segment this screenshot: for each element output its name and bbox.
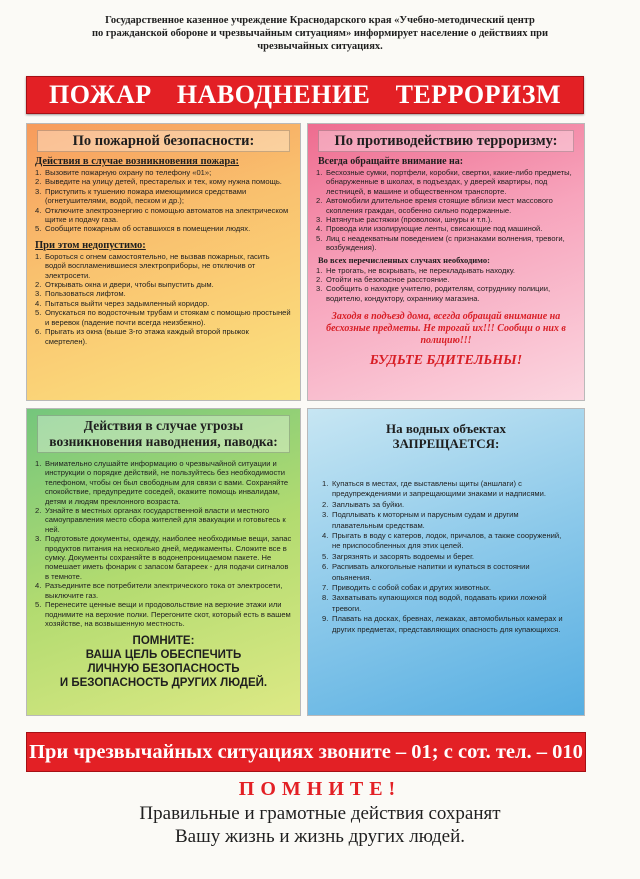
- item-number: 5.: [35, 600, 42, 610]
- list-item: [322, 614, 570, 635]
- item-number: 4.: [316, 224, 323, 234]
- list-item: [35, 280, 292, 289]
- item-number: 3.: [316, 284, 323, 294]
- item-text: Купаться в местах, где выставлены щиты (аншлаги) с предупреждениями и запрещающими знаками и надписями.: [332, 479, 547, 499]
- terror-title: По противодействию терроризму:: [318, 130, 574, 152]
- list-item: [35, 600, 292, 628]
- banner-flood: НАВОДНЕНИЕ: [176, 80, 371, 109]
- top-banner: [26, 76, 584, 114]
- item-text: Приступить к тушению пожара имеющимися средствами (огнетушителями, водой, песком и др.);: [45, 186, 247, 206]
- list-item: [35, 252, 292, 280]
- item-number: 1.: [35, 168, 42, 177]
- item-text: Не трогать, не вскрывать, не перекладывать находку.: [326, 265, 515, 275]
- item-number: 2.: [316, 196, 323, 206]
- item-text: Провода или изолирующие ленты, свисающие под машиной.: [326, 224, 543, 234]
- list-item: [322, 552, 570, 562]
- flood-list: [35, 459, 292, 628]
- item-number: 9.: [322, 614, 329, 624]
- list-item: [35, 327, 292, 346]
- list-item: [322, 583, 570, 593]
- emergency-call-bar: [26, 732, 586, 772]
- item-number: 5.: [316, 233, 323, 243]
- list-item: [35, 308, 292, 327]
- item-text: Лиц с неадекватным поведением (с признаками волнения, тревоги, возбуждения).: [326, 233, 565, 253]
- list-item: [35, 168, 292, 177]
- list-item: [316, 284, 576, 303]
- item-text: Сообщите пожарным об оставшихся в помещении людях.: [45, 224, 251, 234]
- list-item: [322, 500, 570, 510]
- item-text: Сообщить о находке учителю, родителям, сотруднику полиции, водителю, кондуктору, охраннику магазина.: [326, 284, 551, 303]
- list-item: [322, 531, 570, 552]
- item-text: Разъедините все потребители электрического тока от электросети, выключите газ.: [45, 581, 283, 600]
- terror-warning: Заходя в подъезд дома, всегда обращай внимание на бесхозные предметы. Не трогай их!!! Сообщи о них в полицию!!!: [326, 311, 566, 347]
- item-text: Выведите на улицу детей, престарелых и тех, кому нужна помощь.: [45, 177, 282, 187]
- item-text: Автомобили длительное время стоящие вблизи мест массового скопления граждан, особенно сильно подержанные.: [326, 196, 553, 215]
- item-number: 5.: [322, 551, 329, 561]
- list-item: [35, 534, 292, 581]
- fire-actions-heading: Действия в случае возникновения пожара:: [35, 156, 239, 167]
- item-text: Подплывать к моторным и парусным судам и другим плавательным средствам.: [332, 510, 519, 530]
- flood-remember-line-1: ВАША ЦЕЛЬ ОБЕСПЕЧИТЬ: [85, 649, 242, 662]
- header-text: [70, 14, 570, 53]
- item-number: 4.: [35, 298, 42, 308]
- item-number: 2.: [322, 499, 329, 509]
- terrorism-panel: [307, 123, 585, 401]
- flood-remember-line-3: И БЕЗОПАСНОСТЬ ДРУГИХ ЛЮДЕЙ.: [59, 677, 268, 690]
- item-number: 4.: [322, 531, 329, 541]
- terror-cases-heading: Во всех перечисленных случаях необходимо:: [318, 254, 490, 265]
- item-number: 3.: [35, 186, 42, 196]
- item-number: 5.: [35, 224, 42, 234]
- terror-attention-heading: Всегда обращайте внимание на:: [318, 156, 464, 167]
- item-text: Открывать окна и двери, чтобы выпустить дым.: [45, 280, 214, 290]
- item-text: Загрязнять и засорять водоемы и берег.: [332, 551, 475, 561]
- item-text: Отойти на безопасное расстояние.: [326, 275, 450, 285]
- list-item: [35, 581, 292, 600]
- fire-safety-panel: [26, 123, 301, 401]
- item-text: Захватывать купающихся под водой, подавать крики ложной тревоги.: [332, 593, 547, 613]
- item-number: 1.: [35, 459, 42, 468]
- item-number: 1.: [322, 479, 329, 488]
- header-line-2: по гражданской обороне и чрезвычайным ситуациям» информирует население о действиях при: [91, 28, 549, 39]
- item-text: Пытаться выйти через задымленный коридор.: [45, 298, 210, 308]
- water-title-1: На водных объектах: [386, 421, 506, 436]
- list-item: [35, 299, 292, 308]
- list-item: [316, 266, 576, 275]
- water-safety-panel: [307, 408, 585, 716]
- item-text: Перенесите ценные вещи и продовольствие на верхние этажи или поднимите на верхние полки. Перегоните скот, который есть в вашем хозяйстве, на возвышенную местность.: [45, 600, 291, 628]
- item-text: Подготовьте документы, одежду, наиболее необходимые вещи, запас продуктов питания на несколько дней, медикаменты. Сложите все в сумку. Документы сохраняйте в водонепроницаемом пакете. Не помешает иметь фонарик с запасом батареек - для подачи сигналов в темноте.: [45, 534, 292, 581]
- item-text: Прыгать в воду с катеров, лодок, причалов, а также сооружений, не приспособленных для этих целей.: [332, 531, 562, 551]
- item-text: Заплывать за буйки.: [332, 499, 405, 509]
- emergency-call-text: При чрезвычайных ситуациях звоните – 01; с сот. тел. – 010: [29, 740, 583, 763]
- item-number: 4.: [35, 581, 42, 591]
- item-number: 1.: [316, 265, 323, 275]
- header-line-3: чрезвычайных ситуациях.: [257, 41, 383, 52]
- list-item: [35, 459, 292, 506]
- water-list: [322, 479, 570, 635]
- list-item: [316, 234, 576, 253]
- banner-fire: ПОЖАР: [49, 80, 152, 109]
- fire-actions-list: [35, 168, 292, 234]
- list-item: [322, 479, 570, 500]
- item-number: 2.: [316, 275, 323, 285]
- item-number: 7.: [322, 583, 329, 593]
- item-text: Узнайте в местных органах государственной власти и местного самоуправления место сбора жителей для эвакуации и готовьтесь к ней.: [45, 506, 286, 534]
- item-text: Распивать алкогольные напитки и купаться в состоянии опьянения.: [332, 562, 530, 582]
- item-text: Плавать на досках, бревнах, лежаках, автомобильных камерах и других предметах, представляющих опасность для купающихся.: [332, 614, 563, 634]
- fire-forbidden-heading: При этом недопустимо:: [35, 239, 146, 251]
- terror-attention-list: [316, 168, 576, 253]
- item-number: 6.: [322, 562, 329, 572]
- item-text: Бесхозные сумки, портфели, коробки, свертки, какие-либо предметы, обнаруженные в школах, в подъездах, у дверей квартиры, под лестницей, в машине и общественном транспорте.: [326, 168, 572, 196]
- list-item: [316, 196, 576, 215]
- fire-forbidden-list: [35, 252, 292, 346]
- item-text: Отключите электроэнергию с помощью автоматов на электрическом щитке и подачу газа.: [45, 205, 289, 225]
- fire-title: По пожарной безопасности:: [37, 130, 290, 152]
- terror-cases-list: [316, 266, 576, 304]
- item-text: Внимательно слушайте информацию о чрезвычайной ситуации и инструкции о порядке действий, не пользуйтесь без необходимости телефоном, чтобы он был свободным для связи с вами. Сохраняйте спокойствие, предупредите соседей, окажите помощь инвалидам, детям и людям преклонного возраста.: [45, 459, 289, 506]
- list-item: [35, 289, 292, 298]
- item-number: 3.: [316, 215, 323, 225]
- item-text: Бороться с огнем самостоятельно, не вызвав пожарных, гасить водой воспламенившиеся электроприборы, не отключив от электросети.: [45, 251, 270, 280]
- list-item: [35, 224, 292, 233]
- list-item: [35, 206, 292, 225]
- flood-remember-line-2: ЛИЧНУЮ БЕЗОПАСНОСТЬ: [87, 663, 240, 676]
- list-item: [316, 275, 576, 284]
- item-number: 1.: [35, 251, 42, 261]
- banner-terror: ТЕРРОРИЗМ: [395, 80, 561, 109]
- item-number: 1.: [316, 168, 323, 177]
- header-line-1: Государственное казенное учреждение Краснодарского края «Учебно-методический центр: [105, 15, 535, 26]
- item-number: 5.: [35, 308, 42, 318]
- item-number: 2.: [35, 177, 42, 187]
- item-number: 2.: [35, 280, 42, 290]
- list-item: [316, 168, 576, 196]
- list-item: [322, 593, 570, 614]
- item-text: Вызовите пожарную охрану по телефону «01»;: [45, 168, 212, 177]
- item-number: 6.: [35, 327, 42, 337]
- item-text: Прыгать из окна (выше 3-го этажа каждый второй прыжок смертелен).: [45, 327, 249, 346]
- item-text: Натянутые растяжки (проволоки, шнуры и т.п.).: [326, 215, 493, 225]
- list-item: [322, 562, 570, 583]
- item-text: Опускаться по водосточным трубам и стоякам с помощью простыней и веревок (падение почти всегда неизбежно).: [45, 308, 291, 327]
- item-text: Пользоваться лифтом.: [45, 289, 126, 299]
- flood-remember-title: ПОМНИТЕ:: [132, 635, 195, 648]
- item-number: 2.: [35, 506, 42, 516]
- flood-title: Действия в случае угрозы возникновения наводнения, паводка:: [37, 415, 290, 453]
- item-number: 4.: [35, 205, 42, 215]
- final-line-1: Правильные и грамотные действия сохранят: [139, 803, 501, 824]
- remember-heading: ПОМНИТЕ!: [238, 778, 402, 800]
- item-number: 3.: [35, 534, 42, 544]
- list-item: [35, 506, 292, 534]
- water-title-2: ЗАПРЕЩАЕТСЯ:: [392, 436, 500, 451]
- item-number: 3.: [322, 510, 329, 520]
- list-item: [322, 510, 570, 531]
- list-item: [316, 224, 576, 233]
- item-number: 3.: [35, 289, 42, 299]
- water-title: [316, 421, 576, 451]
- list-item: [316, 215, 576, 224]
- list-item: [35, 177, 292, 186]
- list-item: [35, 187, 292, 206]
- flood-remember: [27, 634, 300, 690]
- flood-panel: [26, 408, 301, 716]
- terror-vigilant: БУДЬТЕ БДИТЕЛЬНЫ!: [369, 353, 523, 369]
- final-line-2: Вашу жизнь и жизнь других людей.: [174, 826, 466, 847]
- item-number: 8.: [322, 593, 329, 603]
- item-text: Приводить с собой собак и других животных.: [332, 583, 492, 593]
